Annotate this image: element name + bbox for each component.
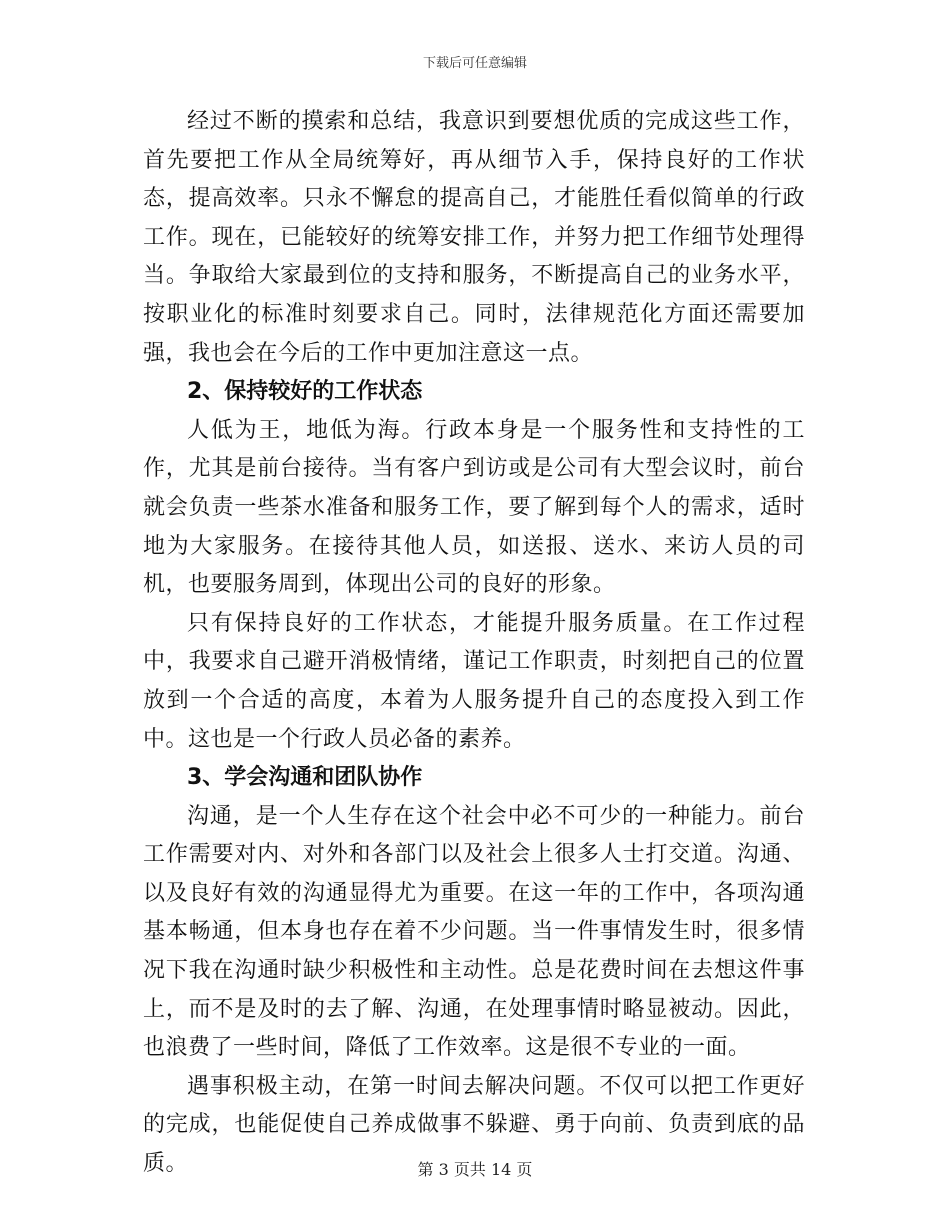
paragraph-1: 经过不断的摸索和总结，我意识到要想优质的完成这些工作，首先要把工作从全局统筹好，再从细节入手，保持良好的工作状态，提高效率。只永不懈怠的提高自己，才能胜任看似简单的行政工作。现在，已能较好的统筹安排工作，并努力把工作细节处理得当。争取给大家最到位的支持和服务，不断提高自己的业务水平，按职业化的标准时刻要求自己。同时，法律规范化方面还需要加强，我也会在今后的工作中更加注意这一点。 (143, 109, 805, 366)
document-body (143, 103, 805, 1184)
paragraph-3: 只有保持良好的工作状态，才能提升服务质量。在工作过程中，我要求自己避开消极情绪，谨记工作职责，时刻把自己的位置放到一个合适的高度，本着为人服务提升自己的态度投入到工作中。这也是一个行政人员必备的素养。 (143, 610, 805, 752)
paragraph-5: 遇事积极主动，在第一时间去解决问题。不仅可以把工作更好的完成，也能促使自己养成做事不躲避、勇于向前、负责到底的品质。 (143, 1073, 805, 1177)
page-footer: 第 3 页共 14 页 (417, 1160, 533, 1179)
section-heading-2: 2、保持较好的工作状态 (187, 379, 423, 405)
page-header: 下载后可任意编辑 (422, 56, 527, 71)
section-heading-3: 3、学会沟通和团队协作 (187, 765, 423, 791)
paragraph-2: 人低为王，地低为海。行政本身是一个服务性和支持性的工作，尤其是前台接待。当有客户到访或是公司有大型会议时，前台就会负责一些茶水准备和服务工作，要了解到每个人的需求，适时地为大家服务。在接待其他人员，如送报、送水、来访人员的司机，也要服务周到，体现出公司的良好的形象。 (143, 417, 805, 598)
paragraph-4: 沟通，是一个人生存在这个社会中必不可少的一种能力。前台工作需要对内、对外和各部门以及社会上很多人士打交道。沟通、以及良好有效的沟通显得尤为重要。在这一年的工作中，各项沟通基本畅通，但本身也存在着不少问题。当一件事情发生时，很多情况下我在沟通时缺少积极性和主动性。总是花费时间在去想这件事上，而不是及时的去了解、沟通，在处理事情时略显被动。因此，也浪费了一些时间，降低了工作效率。这是很不专业的一面。 (143, 803, 805, 1061)
